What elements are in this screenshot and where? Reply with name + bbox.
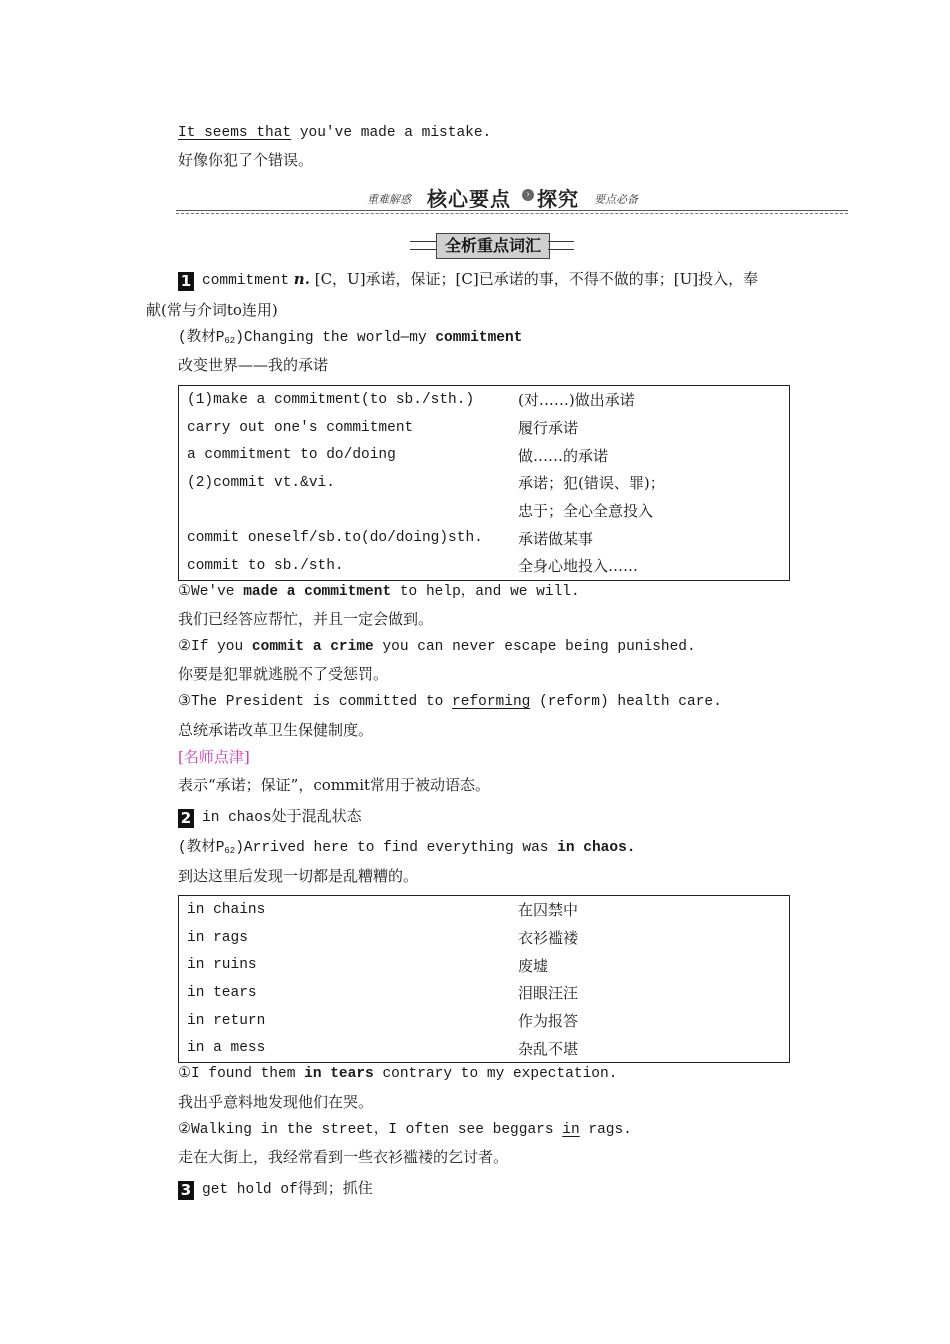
table-row <box>179 1007 790 1035</box>
table-cell-zh: (对……)做出承诺 <box>518 391 635 410</box>
item1-example1-zh: 我们已经答应帮忙，并且一定会做到。 <box>178 610 434 628</box>
table-cell-zh: 全身心地投入…… <box>518 557 639 576</box>
item1-ex1-keyword: made a commitment <box>243 584 392 600</box>
item2-example2 <box>178 1120 632 1140</box>
table-cell-zh: 在囚禁中 <box>518 901 579 920</box>
section-title <box>410 233 574 259</box>
item2-ex1-part: contrary to my expectation. <box>373 1066 618 1082</box>
item2-number-badge: 2 <box>178 809 194 828</box>
item3-number-badge: 3 <box>178 1181 194 1200</box>
table-cell-zh: 承诺；犯(错误、罪)； <box>518 474 665 493</box>
item1-example2-zh: 你要是犯罪就逃脱不了受惩罚。 <box>178 665 389 683</box>
table-cell-en: in tears <box>187 984 257 1001</box>
item2-ex1-part: ①I found them <box>178 1066 305 1082</box>
table-cell-zh: 杂乱不堪 <box>518 1039 579 1058</box>
table-cell-en: (2)commit vt.&vi. <box>187 474 335 491</box>
item2-meaning: 处于混乱状态 <box>271 807 362 825</box>
item1-ex3-part: (reform) health care. <box>530 694 722 710</box>
table-row <box>179 979 790 1007</box>
table-cell-en: in chains <box>187 901 266 918</box>
item2-ex2-part: rags. <box>579 1122 632 1138</box>
table-cell-zh: 做……的承诺 <box>518 446 609 465</box>
section-title-right-bar <box>548 241 574 250</box>
banner-rule <box>176 210 848 211</box>
intro-example-underlined: It seems that <box>178 125 292 141</box>
item1-pos: n. <box>293 270 310 288</box>
item1-ex2-part: ②If you <box>178 639 252 655</box>
teacher-tip-text: 表示“承诺；保证”，commit常用于被动语态。 <box>178 776 491 794</box>
item1-source-zh: 改变世界——我的承诺 <box>178 356 329 374</box>
item2-source-text: )Arrived here to find everything was <box>235 840 558 856</box>
intro-example-rest: you've made a mistake. <box>291 125 492 141</box>
item1-heading <box>178 269 758 291</box>
item3-headword: get hold of <box>202 1182 298 1198</box>
item2-source-zh: 到达这里后发现一切都是乱糟糟的。 <box>178 867 419 885</box>
item1-ex3-answer: reforming <box>452 694 531 710</box>
item1-source-page: 62 <box>224 336 236 346</box>
item2-source <box>178 838 636 861</box>
item1-source-prefix: (教材P <box>178 330 225 346</box>
table-row <box>179 386 790 414</box>
item2-example2-zh: 走在大街上，我经常看到一些衣衫褴褛的乞讨者。 <box>178 1148 509 1166</box>
banner-left-caption: 重难解惑 <box>367 193 411 206</box>
section-banner <box>176 183 848 217</box>
item2-headword: in chaos <box>202 810 272 826</box>
table-cell-en: in return <box>187 1012 266 1029</box>
table-row <box>179 552 790 580</box>
item3-heading <box>178 1178 373 1200</box>
item1-ex2-keyword: commit a crime <box>251 639 374 655</box>
item1-ex3-part: ③The President is committed to <box>178 694 453 710</box>
item1-example1 <box>178 582 580 602</box>
banner-title-b: 探究 <box>537 187 579 211</box>
table-cell-en: carry out one's commitment <box>187 419 414 436</box>
item3-meaning: 得到；抓住 <box>297 1179 373 1197</box>
table-cell-en: commit oneself/sb.to(do/doing)sth. <box>187 530 483 547</box>
teacher-tip-label: [名师点津] <box>178 748 250 766</box>
banner-title-a: 核心要点 <box>427 187 511 211</box>
table-cell-en: (1)make a commitment(to sb./sth.) <box>187 391 475 408</box>
table-cell-zh: 泪眼汪汪 <box>518 984 579 1003</box>
item2-source-keyword: in chaos. <box>557 840 636 856</box>
item2-ex2-answer: in <box>562 1122 580 1138</box>
item1-source-keyword: commitment <box>435 330 523 346</box>
table-row <box>179 441 790 469</box>
item2-ex2-part: ②Walking in the street，I often see beggars <box>178 1122 563 1138</box>
table-cell-zh: 作为报答 <box>518 1012 579 1031</box>
item2-source-page: 62 <box>224 846 236 856</box>
section-title-label: 全析重点词汇 <box>436 233 550 259</box>
table-row <box>179 1034 790 1062</box>
table-cell-zh: 承诺做某事 <box>518 529 594 548</box>
item1-number-badge: 1 <box>178 272 194 291</box>
table-row <box>179 497 790 525</box>
item2-ex1-keyword: in tears <box>304 1066 374 1082</box>
table-cell-en: in a mess <box>187 1040 266 1057</box>
item2-phrase-table <box>178 895 790 1063</box>
item1-headword: commitment <box>202 273 290 289</box>
item1-ex1-part: to help，and we will. <box>391 584 580 600</box>
banner-rule-dashed <box>176 213 848 214</box>
item1-example3 <box>178 692 722 712</box>
item1-definition-cont: 献(常与介词to连用) <box>146 301 278 319</box>
banner-right-caption: 要点必备 <box>594 193 638 206</box>
item1-example2 <box>178 637 696 657</box>
table-row <box>179 414 790 442</box>
table-row <box>179 951 790 979</box>
intro-example-en <box>178 123 491 143</box>
item1-ex2-part: you can never escape being punished. <box>373 639 696 655</box>
item1-example3-zh: 总统承诺改革卫生保健制度。 <box>178 721 374 739</box>
table-cell-zh: 履行承诺 <box>518 419 579 438</box>
intro-example-zh: 好像你犯了个错误。 <box>178 151 314 169</box>
table-cell-en: a commitment to do/doing <box>187 447 396 464</box>
item2-example1-zh: 我出乎意料地发现他们在哭。 <box>178 1093 374 1111</box>
item2-example1 <box>178 1064 617 1084</box>
table-cell-en: commit to sb./sth. <box>187 557 344 574</box>
table-cell-en <box>179 497 511 525</box>
table-cell-en: in ruins <box>187 957 257 974</box>
table-cell-en: in rags <box>187 929 248 946</box>
table-row <box>179 469 790 497</box>
table-cell-zh: 衣衫褴褛 <box>518 929 579 948</box>
item2-heading <box>178 806 362 828</box>
table-row <box>179 924 790 952</box>
item1-source <box>178 328 522 351</box>
table-cell-zh: 忠于；全心全意投入 <box>518 502 654 521</box>
item1-usage-table <box>178 385 790 581</box>
table-row <box>179 896 790 924</box>
item1-source-text: )Changing the world—my <box>235 330 436 346</box>
item1-definition: [C，U]承诺，保证；[C]已承诺的事，不得不做的事；[U]投入，奉 <box>314 270 759 288</box>
section-title-left-bar <box>410 241 436 250</box>
table-cell-zh: 废墟 <box>518 956 549 975</box>
table-row <box>179 524 790 552</box>
item2-source-prefix: (教材P <box>178 840 225 856</box>
chevron-right-icon: › <box>522 189 534 201</box>
item1-ex1-part: ①We've <box>178 584 244 600</box>
